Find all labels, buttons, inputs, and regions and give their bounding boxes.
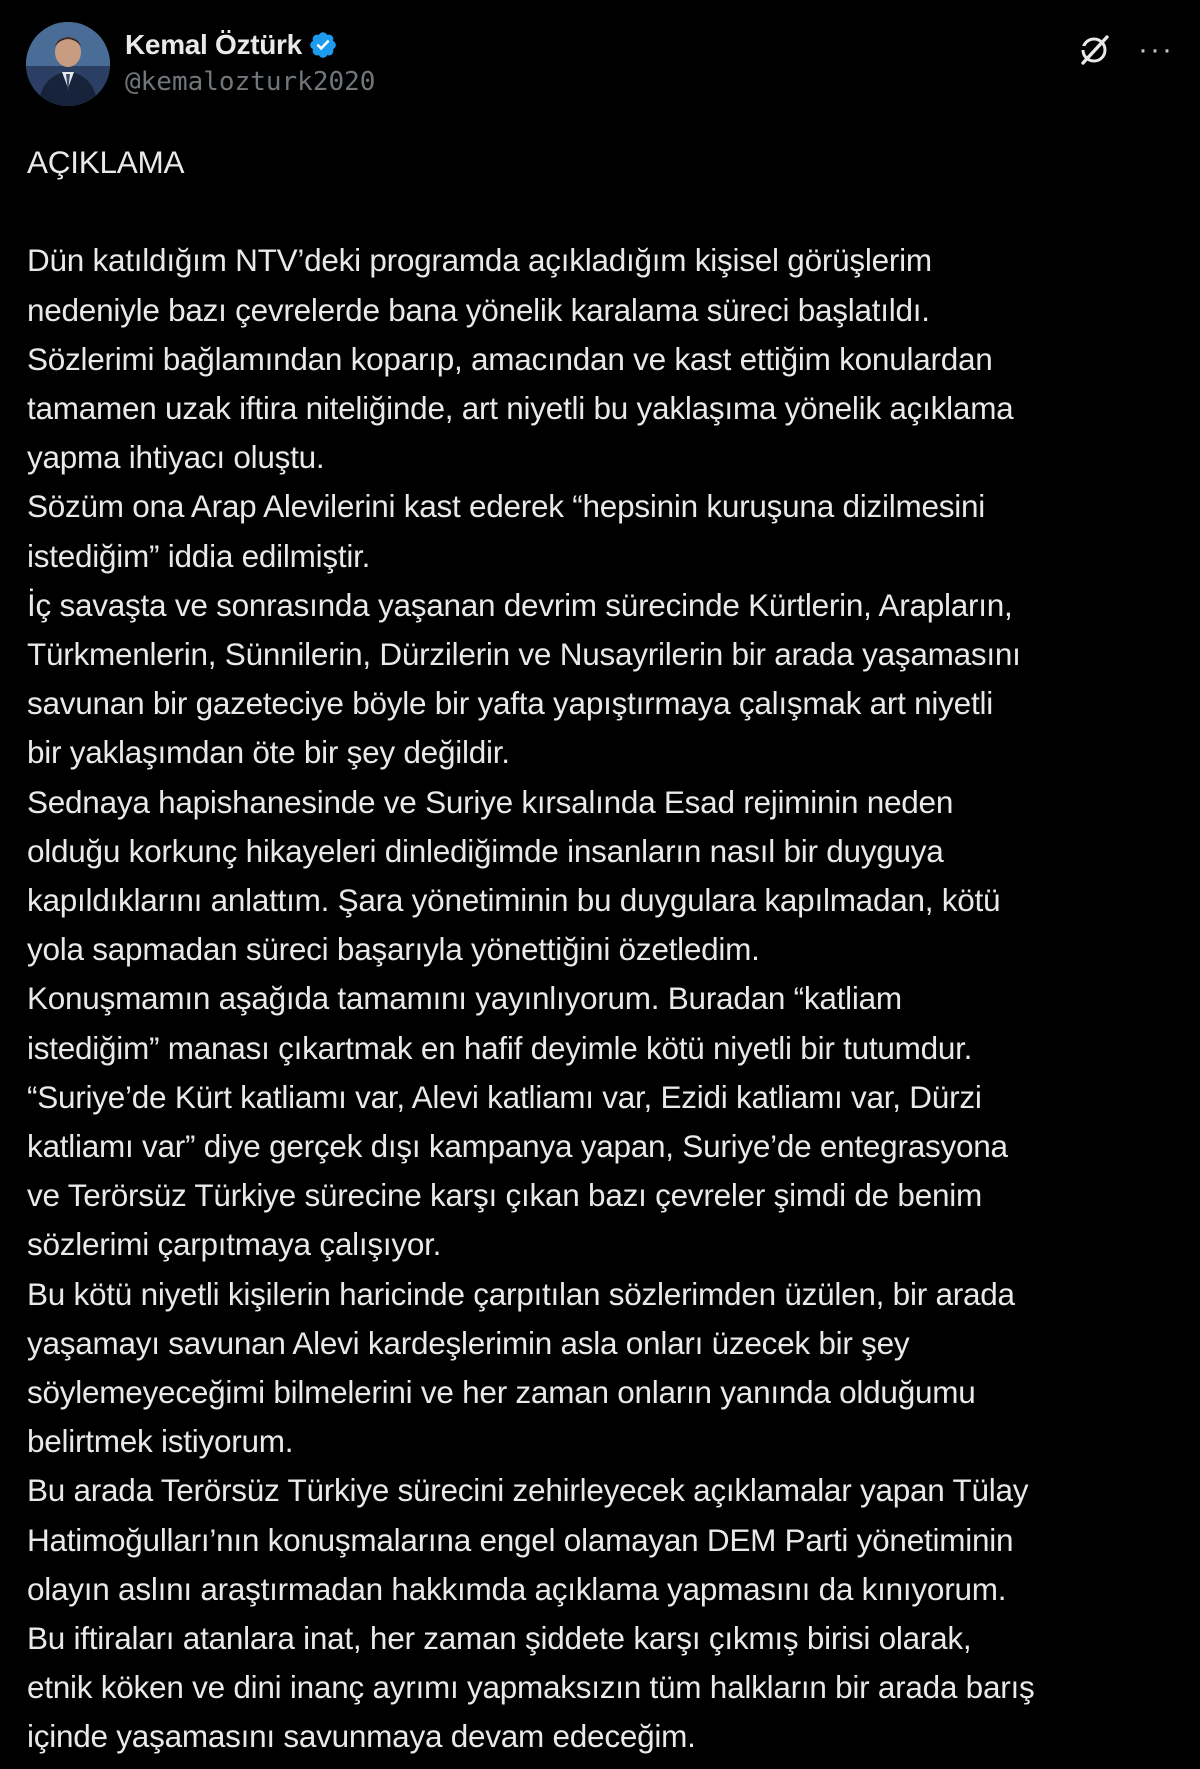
- post-lines: [27, 236, 1187, 1761]
- verified-badge-icon: [308, 30, 338, 60]
- post-text-line: Hatimoğulları’nın konuşmalarına engel olamayan DEM Parti yönetiminin: [27, 1521, 1014, 1558]
- post-text-line: içinde yaşamasını savunmaya devam edeceğim.: [27, 1718, 696, 1755]
- post-text-line: katliamı var” diye gerçek dışı kampanya yapan, Suriye’de entegrasyona: [27, 1128, 1008, 1165]
- post-text-line: kapıldıklarını anlattım. Şara yönetiminin bu duygulara kapılmadan, kötü: [27, 882, 1001, 919]
- author-handle[interactable]: @kemalozturk2020: [125, 67, 376, 97]
- post-text-line: İç savaşta ve sonrasında yaşanan devrim sürecinde Kürtlerin, Arapların,: [27, 586, 1013, 623]
- post-text-line: nedeniyle bazı çevrelerde bana yönelik karalama süreci başlatıldı.: [27, 291, 930, 328]
- post-text-line: savunan bir gazeteciye böyle bir yafta yapıştırmaya çalışmak art niyetli: [27, 685, 993, 722]
- blank-line: [27, 187, 1187, 236]
- post-text-line: Bu arada Terörsüz Türkiye sürecini zehirleyecek açıklamalar yapan Tülay: [27, 1472, 1029, 1509]
- post-text-line: istediğim” iddia edilmiştir.: [27, 537, 371, 574]
- display-name[interactable]: Kemal Öztürk: [125, 29, 302, 60]
- post-text-line: olayın aslını araştırmadan hakkımda açıklama yapmasını da kınıyorum.: [27, 1570, 1007, 1607]
- post-text-line: istediğim” manası çıkartmak en hafif deyimle kötü niyetli bir tutumdur.: [27, 1029, 973, 1066]
- post-header: [26, 22, 1174, 106]
- post-text-line: yola sapmadan süreci başarıyla yönettiğini özetledim.: [27, 931, 760, 968]
- post-title: AÇIKLAMA: [27, 144, 185, 180]
- post-text-line: bir yaklaşımdan öte bir şey değildir.: [27, 734, 510, 771]
- post-text-line: tamamen uzak iftira niteliğinde, art niyetli bu yaklaşıma yönelik açıklama: [27, 390, 1014, 426]
- post-text-line: belirtmek istiyorum.: [27, 1423, 294, 1460]
- post-text-line: Bu iftiraları atanlara inat, her zaman şiddete karşı çıkmış birisi olarak,: [27, 1620, 972, 1657]
- post-text-line: Konuşmamın aşağıda tamamını yayınlıyorum. Buradan “katliam: [27, 980, 902, 1017]
- post-text-line: Sözlerimi bağlamından koparıp, amacından ve kast ettiğim konulardan: [27, 340, 993, 377]
- post-text-line: Sednaya hapishanesinde ve Suriye kırsalında Esad rejiminin neden: [27, 783, 954, 820]
- post-text-line: etnik köken ve dini inanç ayrımı yapmaksızın tüm halkların bir arada barış: [27, 1669, 1035, 1706]
- post-text-line: olduğu korkunç hikayeleri dinlediğimde insanların nasıl bir duyguya: [27, 832, 944, 869]
- post-text-line: ve Terörsüz Türkiye sürecine karşı çıkan bazı çevreler şimdi de benim: [27, 1177, 982, 1214]
- more-options-icon[interactable]: ···: [1138, 32, 1174, 66]
- author-info: [125, 26, 375, 97]
- top-actions: [1076, 32, 1174, 73]
- post-text-line: Türkmenlerin, Sünnilerin, Dürzilerin ve Nusayrilerin bir arada yaşamasını: [27, 636, 1021, 673]
- post-text-line: Bu kötü niyetli kişilerin haricinde çarpıtılan sözlerimden üzülen, bir arada: [27, 1275, 1015, 1312]
- post-text-line: söylemeyeceğimi bilmelerini ve her zaman onların yanında olduğumu: [27, 1374, 976, 1411]
- grok-icon[interactable]: [1076, 32, 1112, 73]
- post-text-line: yaşamayı savunan Alevi kardeşlerimin asla onları üzecek bir şey: [27, 1324, 910, 1361]
- post-text-line: yapma ihtiyacı oluştu.: [27, 439, 325, 476]
- post-text-line: sözlerimi çarpıtmaya çalışıyor.: [27, 1226, 442, 1263]
- post-text-line: Dün katıldığım NTV’deki programda açıkladığım kişisel görüşlerim: [27, 242, 932, 279]
- display-name-row: [125, 26, 375, 64]
- post-text-line: Sözüm ona Arap Alevilerini kast ederek “hepsinin kuruşuna dizilmesini: [27, 488, 986, 525]
- post-text-line: “Suriye’de Kürt katliamı var, Alevi katliamı var, Ezidi katliamı var, Dürzi: [27, 1078, 982, 1115]
- avatar[interactable]: [26, 22, 110, 106]
- post-text: [27, 138, 1187, 1762]
